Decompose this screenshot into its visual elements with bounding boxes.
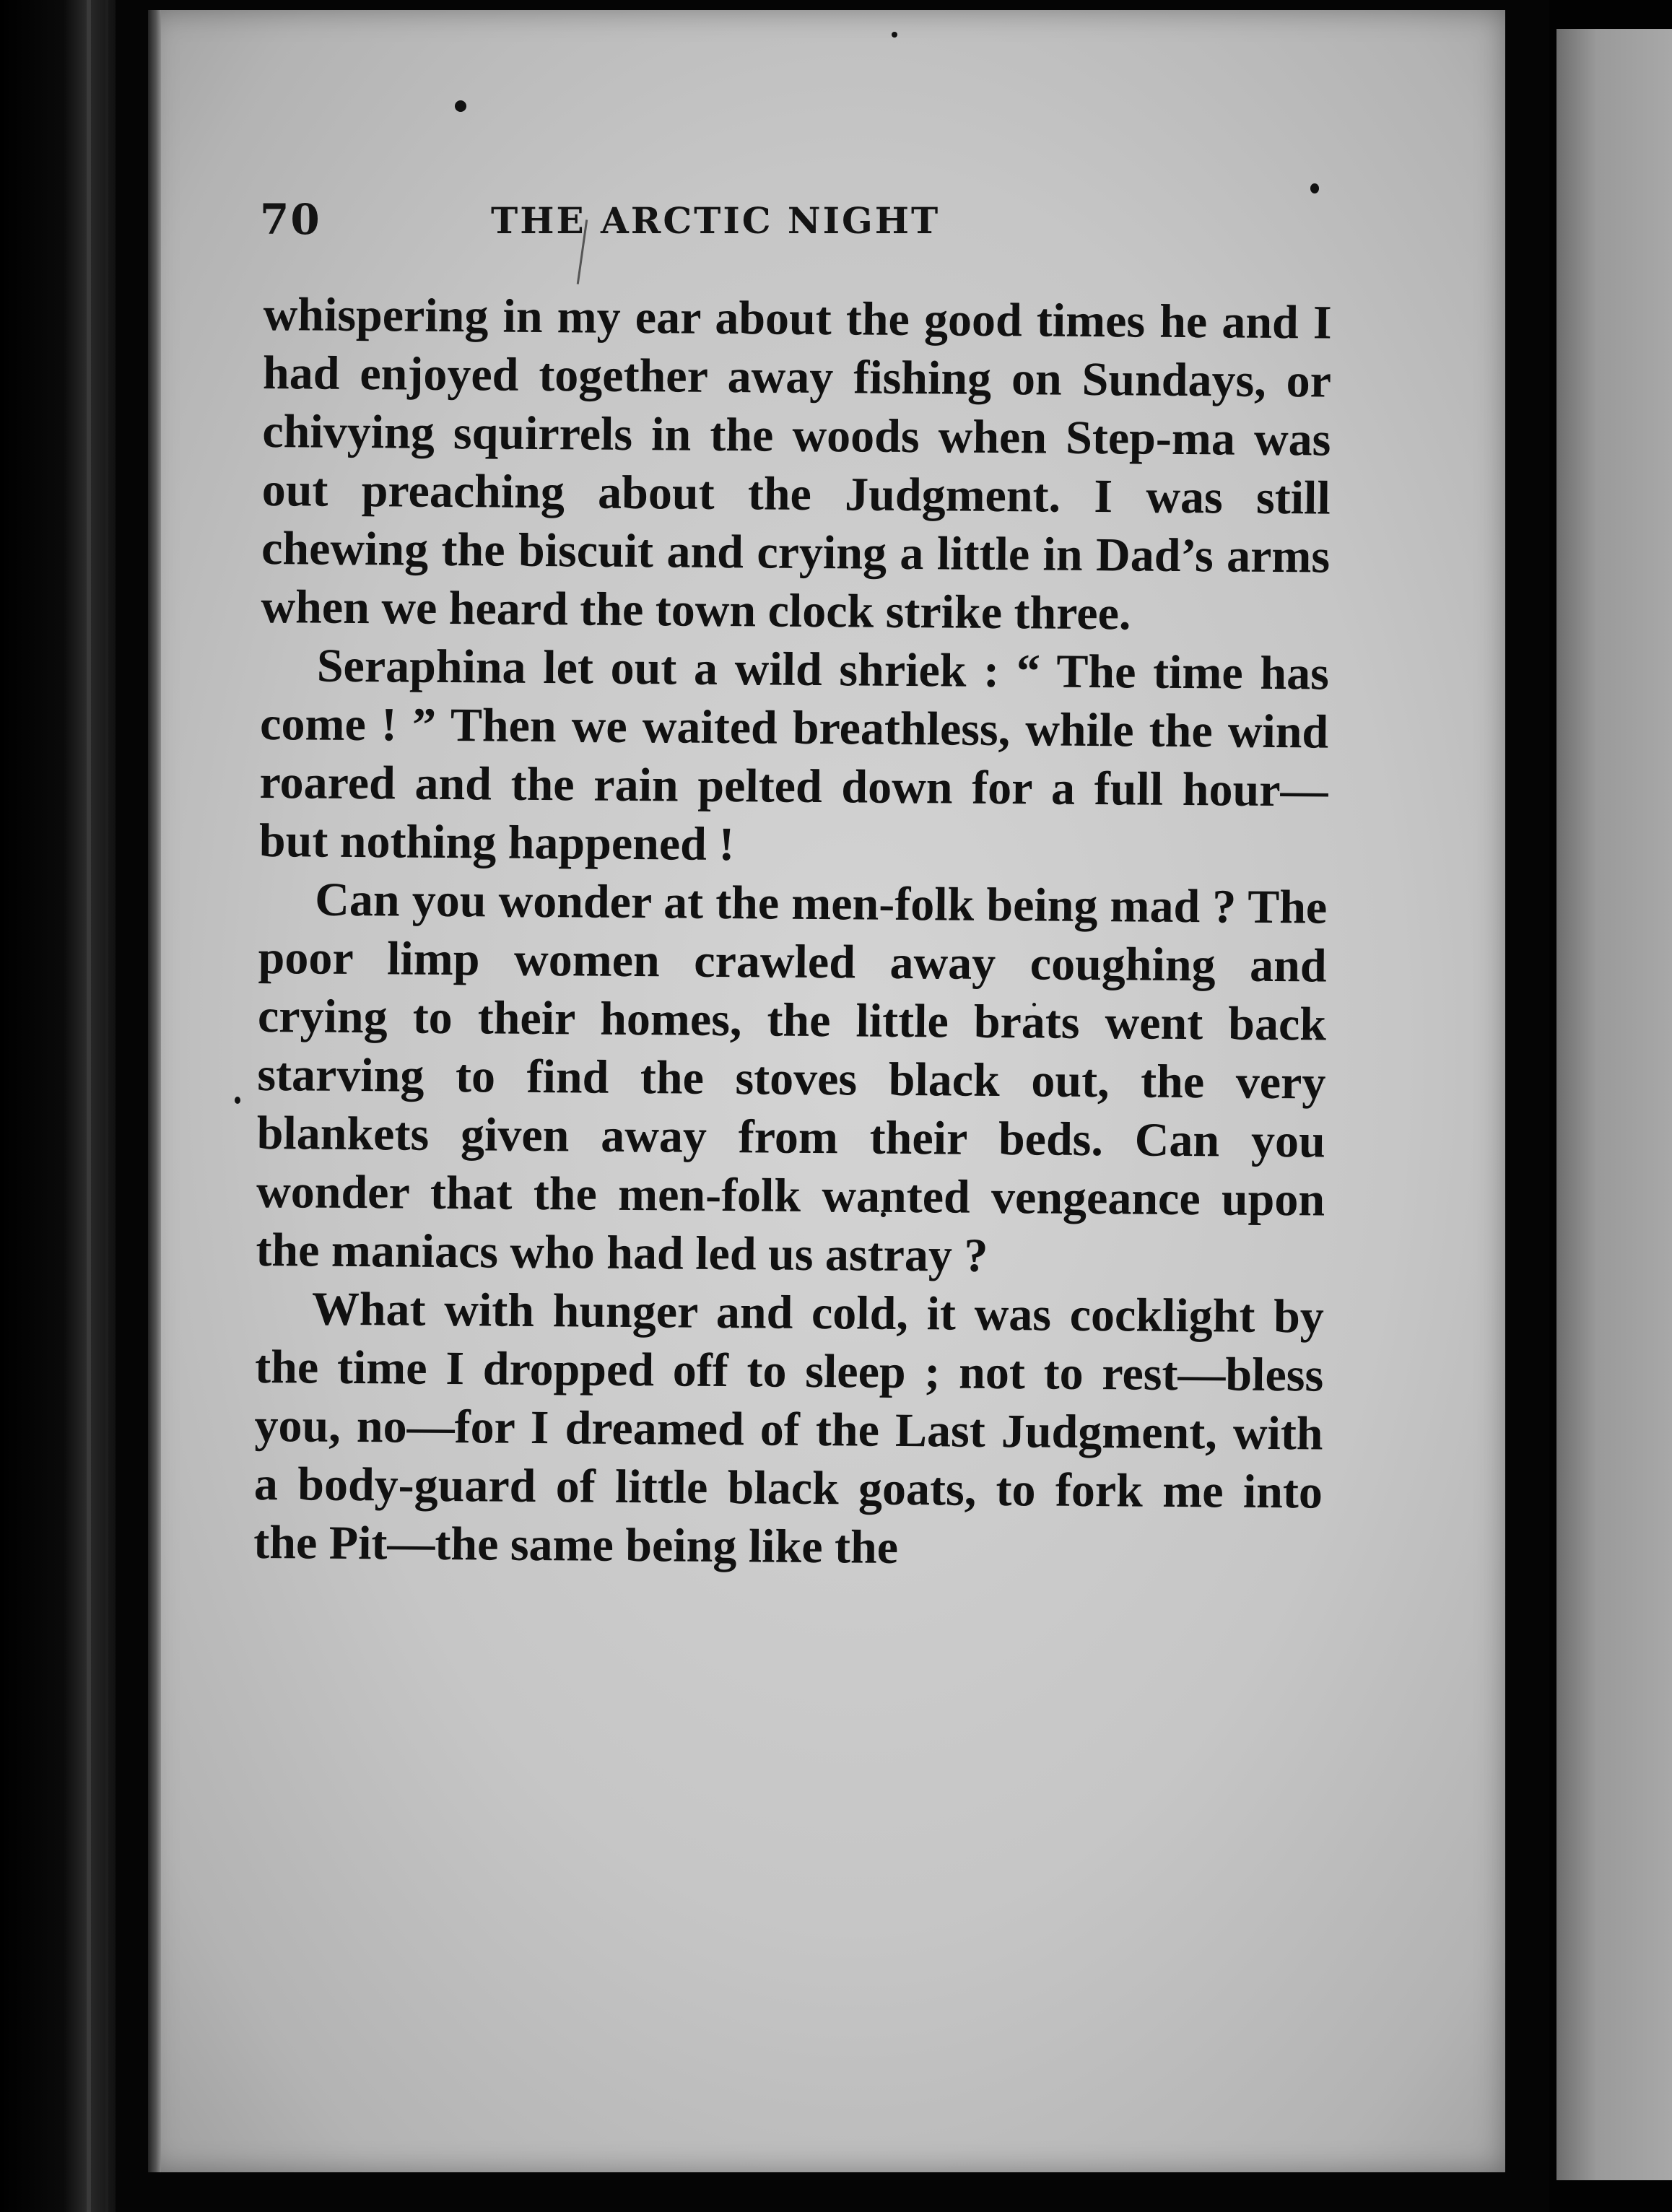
paragraph: What with hunger and cold, it was cocklight by the time I dropped off to sleep ; not to rest—bless you, no—for I dreamed of the Last Judgment, with a body-guard of little black goats, to fork me into the Pit—the same being like the: [253, 1282, 1325, 1574]
body-text: [253, 285, 1332, 1580]
running-header: [260, 195, 1343, 260]
adjacent-page-sliver: [1556, 29, 1672, 2180]
left-binding-edge: [0, 0, 116, 2212]
binding-stripe: [105, 0, 108, 2212]
ink-speck: [1310, 183, 1319, 193]
ink-speck: [235, 1097, 240, 1104]
paragraph: whispering in my ear about the good times he and I had enjoyed together away fishing on Sundays, or chivying squirrels in the woods when Step-ma was out preaching about the Judgment. I was still chewing the biscuit and crying a little in Dad’s arms when we heard the town clock strike three.: [261, 287, 1332, 640]
binding-stripe: [87, 0, 91, 2212]
paragraph: Seraphina let out a wild shriek : “ The time has come ! ” Then we waited breathless, while the wind roared and the rain pelted down for a full hour—but nothing happened !: [258, 639, 1330, 871]
paragraph: Can you wonder at the men-folk being mad ? The poor limp women crawled away coughing and crying to their homes, the little brats went back starving to find the stoves black out, the very blankets given away from their beds. Can you wonder that the men-folk wanted vengeance upon the maniacs who had led us astray ?: [256, 873, 1328, 1282]
ink-speck: [455, 100, 466, 112]
page-number: 70: [260, 195, 321, 244]
running-title: THE ARCTIC NIGHT: [491, 199, 941, 242]
right-dark-edge: [1549, 0, 1672, 2212]
ink-speck: [892, 32, 897, 38]
page-gutter-shadow: [148, 10, 161, 2172]
